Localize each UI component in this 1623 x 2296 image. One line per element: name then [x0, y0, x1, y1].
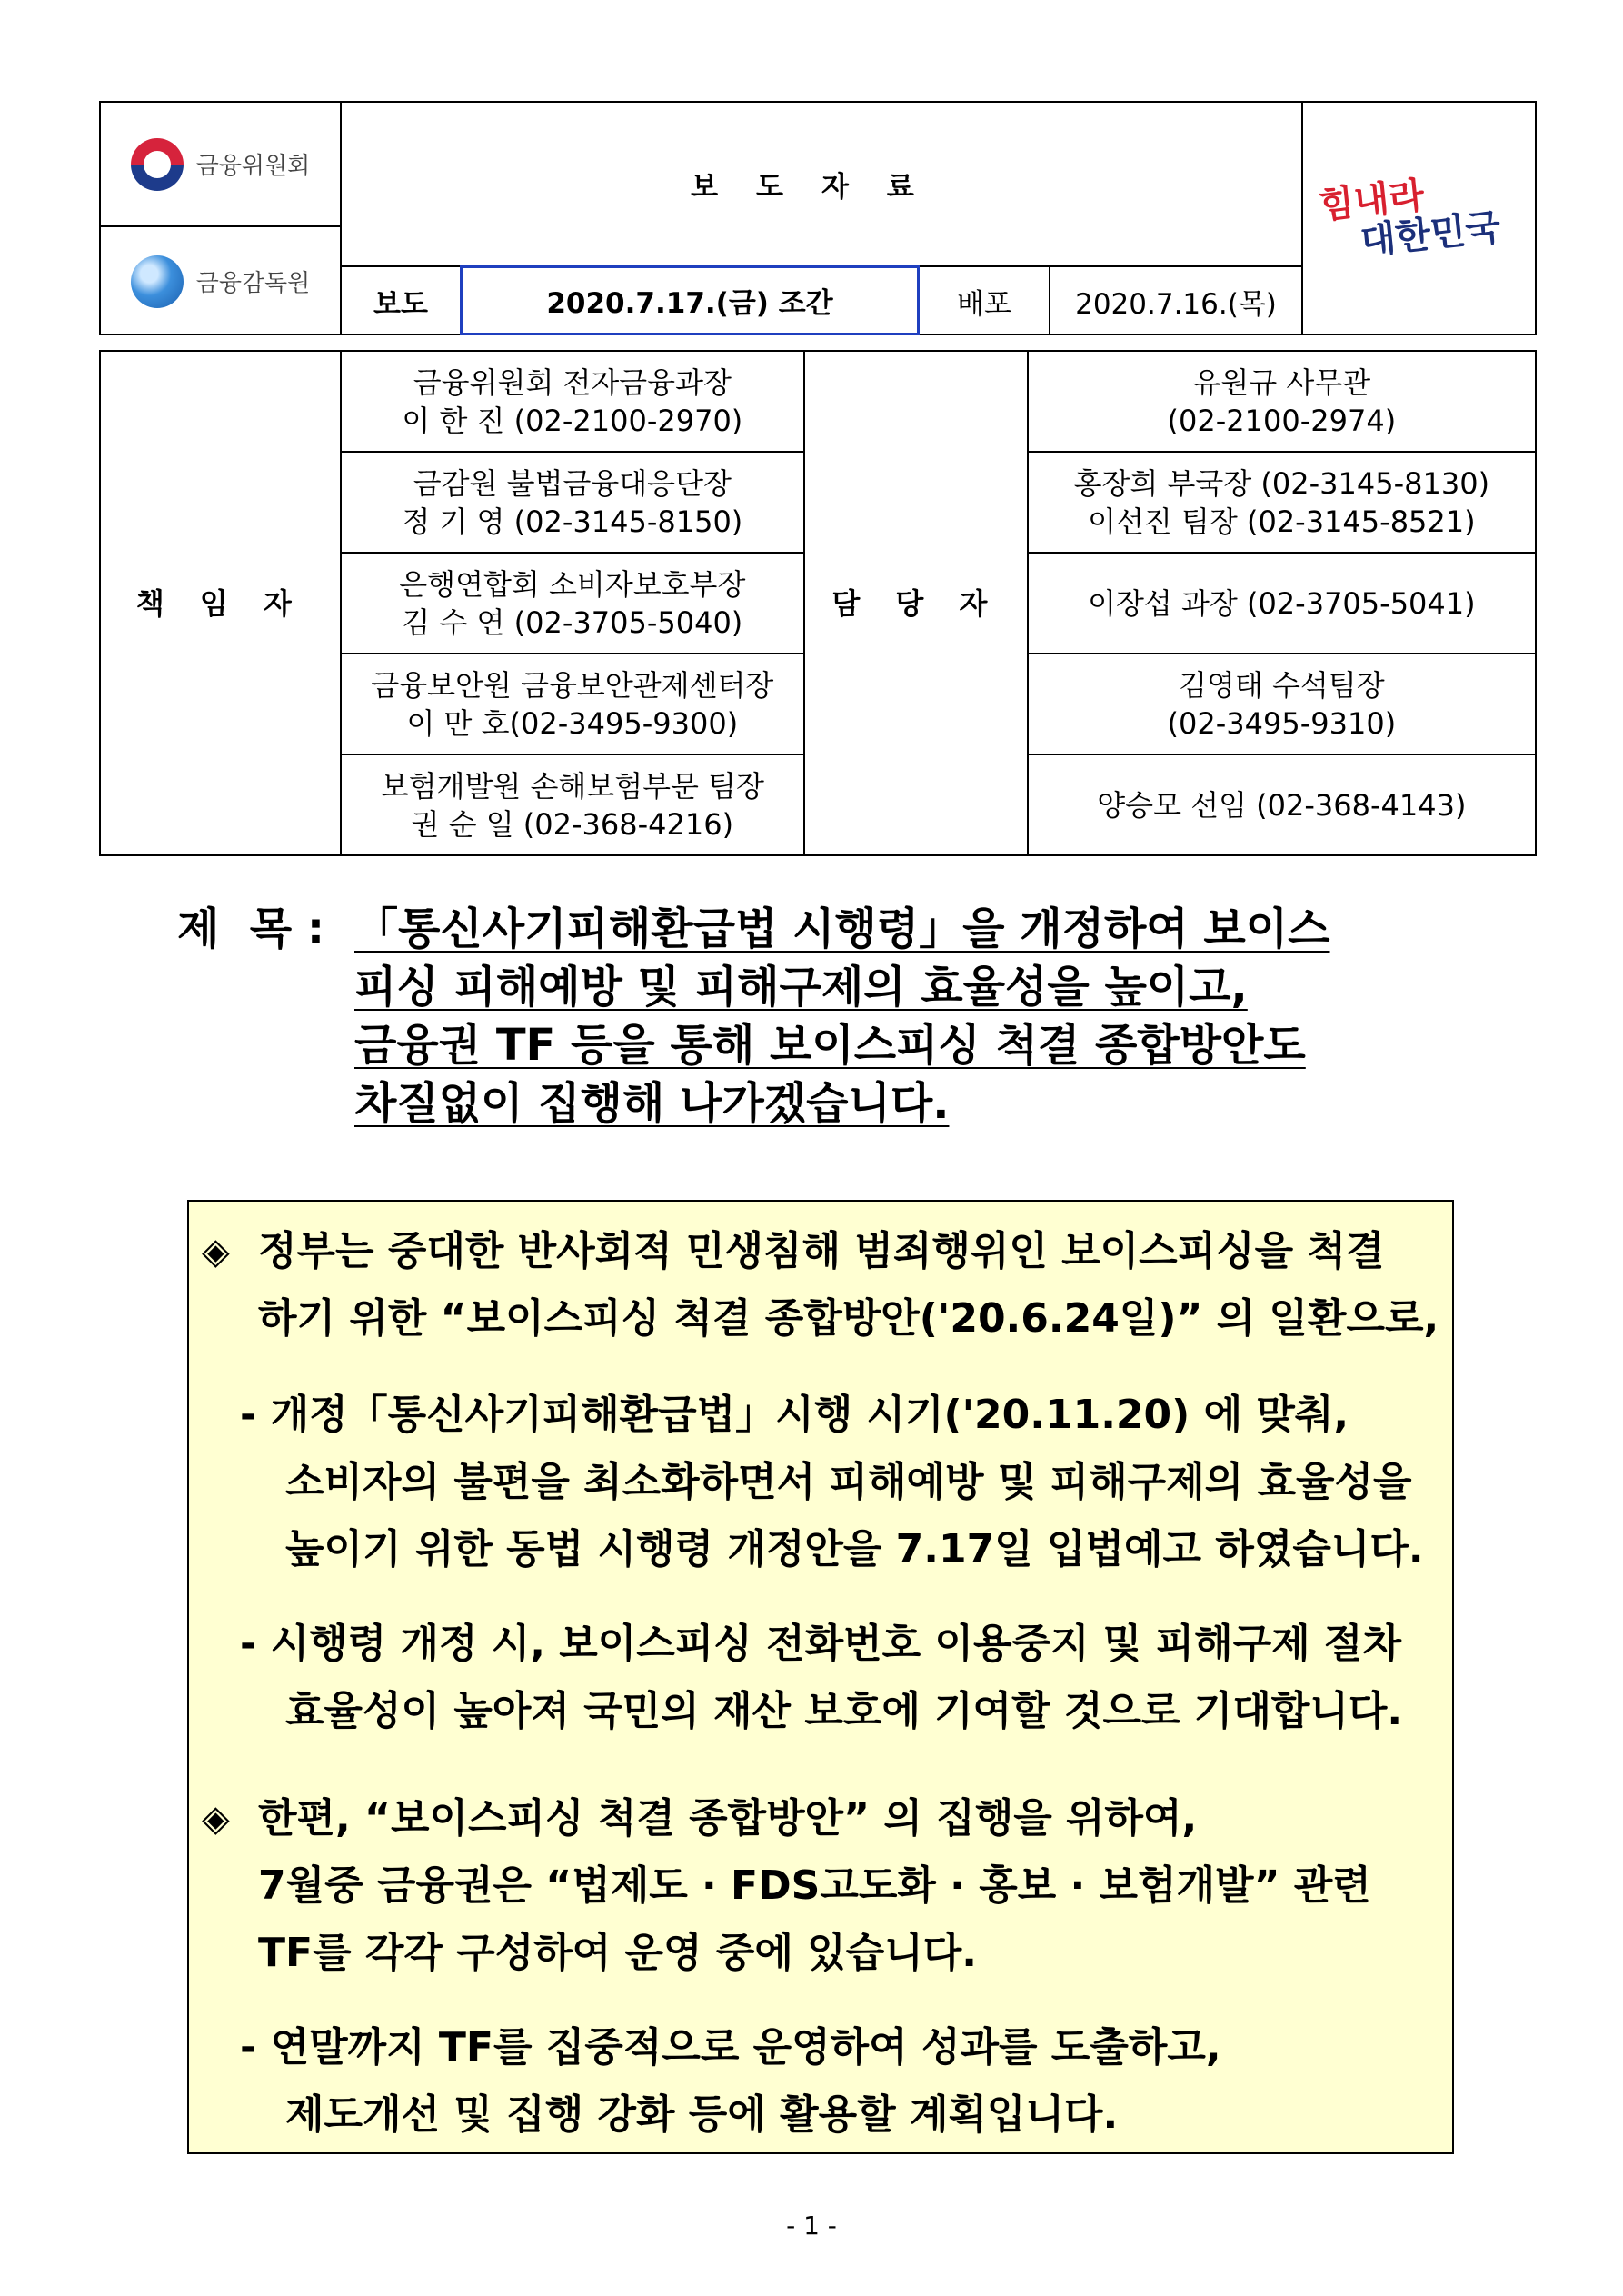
summary-text: 높이기 위한 동법 시행령 개정안을 7.17일 입법예고 하였습니다. [285, 1526, 1424, 1572]
staff-label: 담 당 자 [804, 351, 1028, 855]
summary-text: 제도개선 및 집행 강화 등에 활용할 계획입니다. [285, 2091, 1119, 2138]
contacts-table [99, 350, 1537, 856]
summary-text: - 연말까지 TF를 집중적으로 운영하여 성과를 도출하고, [240, 2024, 1221, 2071]
diamond-bullet-icon: ◈ [202, 1231, 230, 1273]
responsible-cell: 은행연합회 소비자보호부장 김 수 연 (02-3705-5040) [341, 553, 804, 654]
report-label: 보도 [373, 288, 428, 321]
responsible-cell: 보험개발원 손해보험부문 팀장 권 순 일 (02-368-4216) [341, 754, 804, 855]
fss-name: 금융감독원 [195, 270, 311, 297]
responsible-cell: 금감원 불법금융대응단장 정 기 영 (02-3145-8150) [341, 452, 804, 553]
summary-text: 소비자의 불편을 최소화하면서 피해예방 및 피해구제의 효율성을 [285, 1459, 1412, 1505]
report-date: 2020.7.17.(금) 조간 [460, 265, 920, 335]
subject-line: 금융권 TF 등을 통해 보이스피싱 척결 종합방안도 [354, 1020, 1306, 1071]
responsible-cell: 금융위원회 전자금융과장 이 한 진 (02-2100-2970) [341, 351, 804, 452]
distribution-label: 배포 [957, 288, 1011, 321]
diamond-bullet-icon: ◈ [202, 1798, 230, 1840]
staff-cell: 홍장희 부국장 (02-3145-8130) 이선진 팀장 (02-3145-8521) [1028, 452, 1536, 553]
summary-text: - 시행령 개정 시, 보이스피싱 전화번호 이용중지 및 피해구제 절차 [240, 1621, 1401, 1667]
summary-text: TF를 각각 구성하여 운영 중에 있습니다. [258, 1930, 977, 1976]
document-title: 보도자료 [691, 171, 952, 204]
staff-cell: 유원규 사무관 (02-2100-2974) [1028, 351, 1536, 452]
press-release-header [99, 101, 1537, 335]
summary-text: 하기 위한 “보이스피싱 척결 종합방안('20.6.24일)” 의 일환으로, [258, 1295, 1439, 1342]
slogan-logo [1319, 175, 1528, 303]
summary-text: - 개정「통신사기피해환급법」시행 시기('20.11.20) 에 맞춰, [240, 1392, 1349, 1438]
summary-text: 정부는 중대한 반사회적 민생침해 범죄행위인 보이스피싱을 척결 [258, 1228, 1385, 1274]
responsible-label: 책 임 자 [100, 351, 341, 855]
summary-text: 효율성이 높아져 국민의 재산 보호에 기여할 것으로 기대합니다. [285, 1688, 1403, 1734]
subject-line: 피싱 피해예방 및 피해구제의 효율성을 높이고, [354, 962, 1248, 1013]
slogan-line1: 힘내라 [1317, 174, 1427, 227]
subject-block [177, 900, 1330, 1133]
staff-cell: 양승모 선임 (02-368-4143) [1028, 754, 1536, 855]
responsible-cell: 금융보안원 금융보안관제센터장 이 만 호(02-3495-9300) [341, 654, 804, 754]
page-number: - 1 - [786, 2211, 837, 2241]
staff-cell: 김영태 수석팀장 (02-3495-9310) [1028, 654, 1536, 754]
distribution-date: 2020.7.16.(목) [1075, 288, 1277, 321]
fsc-name: 금융위원회 [195, 153, 311, 180]
subject-line: 차질없이 집행해 나가겠습니다. [354, 1078, 950, 1129]
fss-emblem-icon [131, 255, 184, 308]
fsc-logo [101, 103, 340, 225]
subject-line: 「통신사기피해환급법 시행령」을 개정하여 보이스 [354, 903, 1330, 954]
fsc-emblem-icon [131, 138, 184, 191]
table-row [100, 351, 1536, 452]
staff-cell: 이장섭 과장 (02-3705-5041) [1028, 553, 1536, 654]
slogan-line2: 대한민국 [1358, 205, 1503, 264]
summary-text: 7월중 금융권은 “법제도 · FDS고도화 · 홍보 · 보험개발” 관련 [258, 1862, 1371, 1909]
fss-logo [101, 227, 340, 335]
subject-label: 제 목 : [177, 903, 340, 954]
summary-box [187, 1200, 1454, 2154]
summary-text: 한편, “보이스피싱 척결 종합방안” 의 집행을 위하여, [258, 1795, 1198, 1842]
